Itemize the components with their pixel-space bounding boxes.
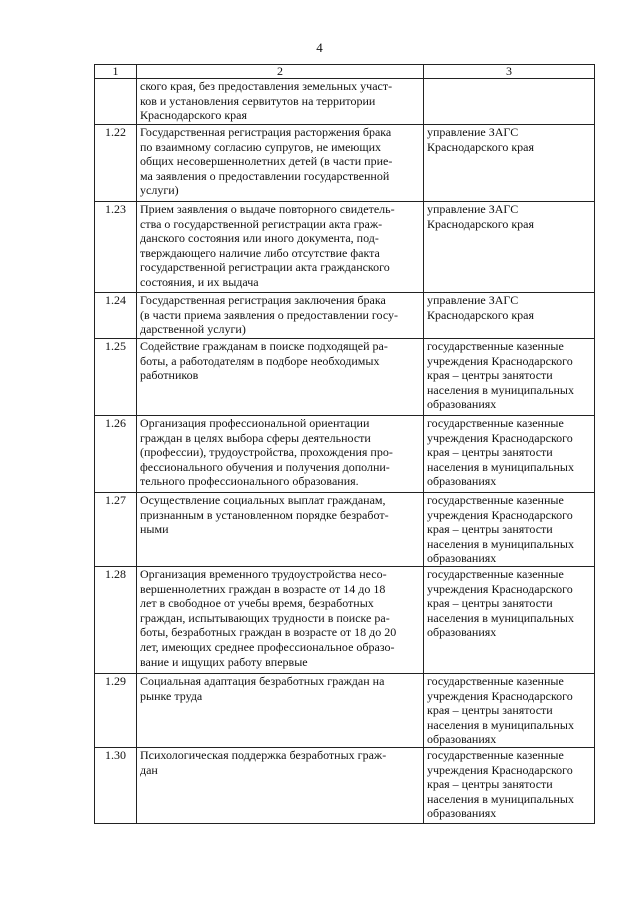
row-number: [95, 79, 137, 125]
responsible-agency: [424, 202, 595, 293]
row-number: 1.26: [95, 416, 137, 493]
service-name-line: тельного профессионального образования.: [140, 474, 359, 489]
service-name-line: тверждающего наличие либо отсутствие факта: [140, 245, 380, 260]
service-name-line: данского состояния или иного документа, под-: [140, 231, 379, 246]
service-name-line: граждан в целях выбора сферы деятельности: [140, 430, 371, 445]
service-name-line: общих несовершеннолетних детей (в части прие-: [140, 154, 393, 169]
responsible-agency-line: края – центры занятости: [427, 368, 553, 383]
service-name-line: Краснодарского края: [140, 108, 248, 123]
service-name-line: Государственная регистрация расторжения брака: [140, 125, 392, 139]
service-name-line: по взаимному согласию супругов, не имеющих: [140, 139, 382, 154]
service-name-line: дан: [140, 762, 158, 777]
table-row: [95, 293, 595, 339]
service-name-line: вершеннолетних граждан в возрасте от 14 до 18: [140, 581, 386, 596]
responsible-agency: [424, 293, 595, 339]
responsible-agency-line: Краснодарского края: [427, 307, 535, 322]
service-name-line: услуги): [140, 183, 179, 198]
responsible-agency-line: Краснодарского края: [427, 139, 535, 154]
responsible-agency-line: управление ЗАГС: [427, 125, 519, 139]
column-header-3: 3: [424, 65, 595, 79]
service-name-line: Осуществление социальных выплат гражданам,: [140, 493, 386, 507]
service-name-line: Организация профессиональной ориентации: [140, 416, 370, 430]
responsible-agency-line: образованиях: [427, 806, 497, 821]
services-table: [94, 64, 595, 824]
responsible-agency-line: государственные казенные: [427, 566, 564, 581]
table-row: [95, 416, 595, 493]
service-name: [137, 566, 424, 673]
responsible-agency-line: края – центры занятости: [427, 522, 553, 537]
responsible-agency-line: края – центры занятости: [427, 777, 553, 792]
responsible-agency: [424, 493, 595, 567]
row-number: 1.23: [95, 202, 137, 293]
responsible-agency: [424, 673, 595, 747]
table-row: [95, 673, 595, 747]
service-name-line: ского края, без предоставления земельных участ-: [140, 79, 393, 93]
service-name-line: Государственная регистрация заключения брака: [140, 293, 386, 307]
responsible-agency: [424, 339, 595, 416]
responsible-agency-line: образованиях: [427, 732, 497, 747]
responsible-agency-line: государственные казенные: [427, 673, 564, 688]
service-name-line: признанным в установленном порядке безработ-: [140, 507, 389, 522]
responsible-agency-line: населения в муниципальных: [427, 536, 574, 551]
responsible-agency-line: образованиях: [427, 551, 497, 566]
service-name-line: Содействие гражданам в поиске подходящей ра-: [140, 339, 388, 353]
page-number: 4: [316, 40, 323, 55]
responsible-agency-line: образованиях: [427, 625, 497, 640]
service-name-line: ства о государственной регистрации акта граж-: [140, 216, 383, 231]
responsible-agency-line: государственные казенные: [427, 493, 564, 507]
responsible-agency-line: образованиях: [427, 397, 497, 412]
service-name-line: рынке труда: [140, 688, 203, 703]
responsible-agency-line: учреждения Краснодарского: [427, 507, 573, 522]
service-name-line: Прием заявления о выдаче повторного свидетель-: [140, 202, 395, 216]
service-name: [137, 202, 424, 293]
service-name: [137, 673, 424, 747]
service-name: [137, 79, 424, 125]
responsible-agency-line: населения в муниципальных: [427, 459, 574, 474]
responsible-agency-line: края – центры занятости: [427, 596, 553, 611]
responsible-agency-line: учреждения Краснодарского: [427, 581, 573, 596]
service-name-line: дарственной услуги): [140, 322, 246, 337]
table-row: [95, 339, 595, 416]
row-number: 1.28: [95, 566, 137, 673]
table-row: [95, 79, 595, 125]
column-header-1: 1: [95, 65, 137, 79]
responsible-agency-line: учреждения Краснодарского: [427, 430, 573, 445]
responsible-agency: [424, 416, 595, 493]
responsible-agency: [424, 125, 595, 202]
service-name: [137, 493, 424, 567]
table-row: [95, 566, 595, 673]
responsible-agency-line: государственные казенные: [427, 747, 564, 762]
service-name-line: вание и ищущих работу впервые: [140, 654, 308, 669]
responsible-agency-line: образованиях: [427, 474, 497, 489]
service-name-line: (в части приема заявления о предоставлении госу-: [140, 307, 399, 322]
responsible-agency-line: учреждения Краснодарского: [427, 762, 573, 777]
responsible-agency-line: населения в муниципальных: [427, 717, 574, 732]
table-row: [95, 747, 595, 823]
service-name-line: фессионального обучения и получения дополни-: [140, 459, 390, 474]
row-number: 1.30: [95, 747, 137, 823]
row-number: 1.24: [95, 293, 137, 339]
service-name: [137, 293, 424, 339]
service-name-line: Психологическая поддержка безработных граж-: [140, 747, 387, 762]
column-header-2: 2: [137, 65, 424, 79]
responsible-agency-line: населения в муниципальных: [427, 610, 574, 625]
service-name-line: лет, имеющих среднее профессиональное образо-: [140, 639, 395, 654]
responsible-agency-line: населения в муниципальных: [427, 382, 574, 397]
table-body: [95, 79, 595, 824]
service-name-line: граждан, испытывающих трудности в поиске ра-: [140, 610, 390, 625]
responsible-agency-line: населения в муниципальных: [427, 791, 574, 806]
responsible-agency-line: Краснодарского края: [427, 216, 535, 231]
row-number: 1.27: [95, 493, 137, 567]
service-name: [137, 416, 424, 493]
row-number: 1.25: [95, 339, 137, 416]
service-name-line: Социальная адаптация безработных граждан на: [140, 673, 385, 688]
responsible-agency-line: края – центры занятости: [427, 703, 553, 718]
service-name-line: (профессии), трудоустройства, прохождения про-: [140, 445, 393, 460]
responsible-agency: [424, 747, 595, 823]
responsible-agency: [424, 79, 595, 125]
service-name-line: государственной регистрации акта гражданского: [140, 260, 390, 275]
service-name: [137, 339, 424, 416]
responsible-agency-line: управление ЗАГС: [427, 293, 519, 307]
service-name: [137, 747, 424, 823]
table-row: [95, 493, 595, 567]
responsible-agency-line: края – центры занятости: [427, 445, 553, 460]
responsible-agency-line: учреждения Краснодарского: [427, 353, 573, 368]
table-header-row: [95, 65, 595, 79]
service-name-line: ма заявления о предоставлении государственной: [140, 168, 390, 183]
responsible-agency: [424, 566, 595, 673]
responsible-agency-line: государственные казенные: [427, 339, 564, 353]
service-name-line: боты, безработных граждан в возрасте от 18 до 20: [140, 625, 397, 640]
service-name-line: состояния, и их выдача: [140, 274, 259, 289]
service-name-line: боты, а работодателям в подборе необходимых: [140, 353, 380, 368]
service-name-line: ными: [140, 522, 169, 537]
service-name: [137, 125, 424, 202]
service-name-line: лет в свободное от учебы время, безработных: [140, 596, 374, 611]
service-name-line: Организация временного трудоустройства несо-: [140, 566, 387, 581]
responsible-agency-line: государственные казенные: [427, 416, 564, 430]
row-number: 1.22: [95, 125, 137, 202]
service-name-line: ков и установления сервитутов на территории: [140, 93, 376, 108]
responsible-agency-line: учреждения Краснодарского: [427, 688, 573, 703]
row-number: 1.29: [95, 673, 137, 747]
service-name-line: работников: [140, 368, 199, 383]
table-row: [95, 125, 595, 202]
responsible-agency-line: управление ЗАГС: [427, 202, 519, 216]
table-row: [95, 202, 595, 293]
